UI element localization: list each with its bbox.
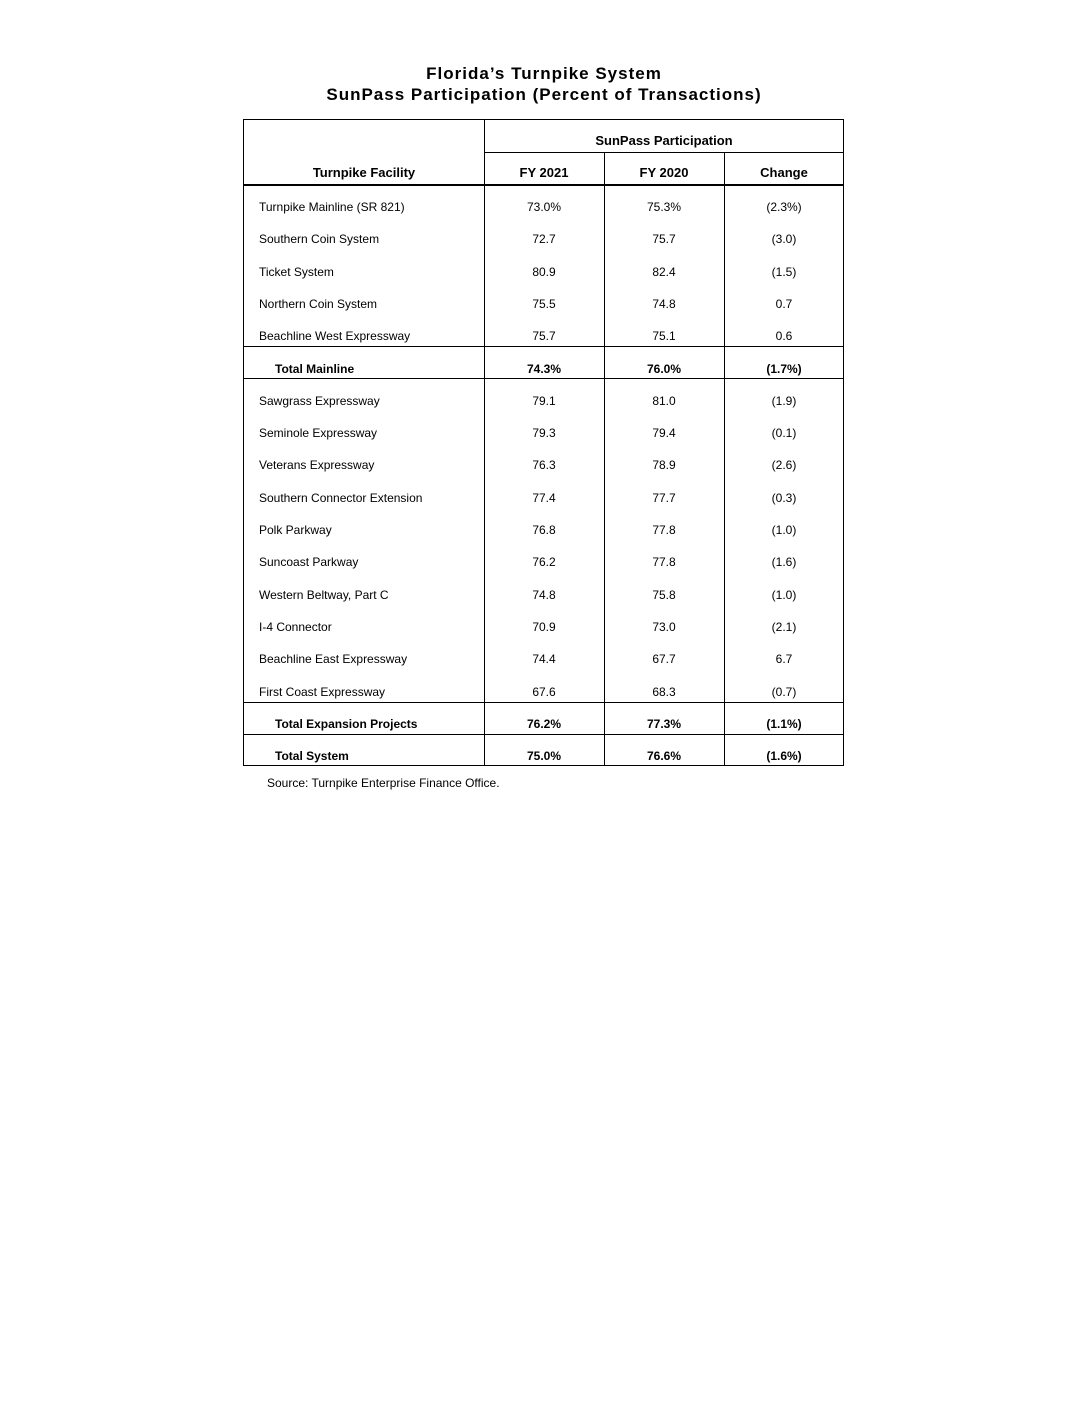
fy2021-cell: 76.8 <box>532 523 556 537</box>
fy2021-cell: 74.4 <box>532 652 556 667</box>
fy2020-cell: 67.7 <box>652 652 676 667</box>
fy2020-cell: 79.4 <box>652 426 676 441</box>
table-title-line2: SunPass Participation (Percent of Transactions) <box>326 85 762 104</box>
facility-cell: Southern Coin System <box>259 232 380 247</box>
header-bottom-divider <box>244 184 843 186</box>
fy2021-cell: 70.9 <box>532 619 556 634</box>
mainline-bottom-divider <box>244 378 843 379</box>
facility-cell: First Coast Expressway <box>259 684 386 699</box>
fy2020-cell: 75.3% <box>646 200 682 214</box>
fy2021-cell: 75.7 <box>532 329 556 344</box>
change-cell: (3.0) <box>771 232 797 247</box>
fy2020-cell: 68.3 <box>652 684 676 699</box>
facility-cell: Total Expansion Projects <box>275 716 418 731</box>
table-title-line1: Florida’s Turnpike System <box>426 64 662 83</box>
facility-cell: Seminole Expressway <box>259 426 378 441</box>
change-cell: (0.7) <box>771 684 797 699</box>
header-group-divider <box>484 152 843 153</box>
change-cell: (1.6) <box>771 555 797 570</box>
facility-cell: Veterans Expressway <box>259 458 375 473</box>
change-cell: (1.0) <box>771 587 797 602</box>
facility-cell: Northern Coin System <box>259 296 378 311</box>
fy2020-cell: 77.3% <box>646 716 682 731</box>
fy2021-cell: 73.0% <box>526 200 562 214</box>
change-cell: (0.3) <box>771 490 797 505</box>
fy2021-cell: 76.2 <box>532 555 556 570</box>
fy2020-cell: 75.7 <box>652 232 676 247</box>
fy2021-cell: 75.5 <box>532 296 556 311</box>
fy2021-cell: 76.2% <box>526 716 562 731</box>
fy2021-cell: 79.1 <box>532 393 556 408</box>
change-cell: (1.0) <box>771 523 797 537</box>
header-change: Change <box>760 165 808 180</box>
facility-cell: Beachline West Expressway <box>259 329 411 344</box>
header-fy2021: FY 2021 <box>519 165 569 180</box>
change-cell: (2.1) <box>771 619 797 634</box>
fy2021-cell: 79.3 <box>532 426 556 441</box>
fy2021-cell: 74.3% <box>526 361 562 376</box>
fy2020-cell: 81.0 <box>652 393 676 408</box>
facility-cell: Sawgrass Expressway <box>259 393 380 408</box>
header-turnpike-facility: Turnpike Facility <box>312 165 416 180</box>
fy2021-cell: 74.8 <box>532 587 556 602</box>
fy2020-cell: 82.4 <box>652 264 676 279</box>
fy2020-cell: 77.7 <box>652 490 676 505</box>
change-cell: (1.5) <box>771 264 797 279</box>
change-cell: 0.6 <box>775 329 793 344</box>
fy2020-cell: 73.0 <box>652 619 676 634</box>
fy2021-cell: 67.6 <box>532 684 556 699</box>
fy2020-cell: 77.8 <box>652 523 676 537</box>
fy2020-cell: 75.8 <box>652 587 676 602</box>
fy2020-cell: 78.9 <box>652 458 676 473</box>
facility-cell: Beachline East Expressway <box>259 652 408 667</box>
fy2021-cell: 72.7 <box>532 232 556 247</box>
change-cell: 0.7 <box>775 296 793 311</box>
fy2020-cell: 76.6% <box>646 749 682 764</box>
expansion-total-top-divider <box>244 702 843 703</box>
fy2020-cell: 76.0% <box>646 361 682 376</box>
fy2021-cell: 80.9 <box>532 264 556 279</box>
mainline-top-divider <box>244 346 843 347</box>
sunpass-table <box>243 119 844 766</box>
facility-cell: Polk Parkway <box>259 523 332 537</box>
header-sunpass-participation: SunPass Participation <box>595 133 733 148</box>
fy2021-cell: 77.4 <box>532 490 556 505</box>
fy2021-cell: 76.3 <box>532 458 556 473</box>
fy2020-cell: 77.8 <box>652 555 676 570</box>
facility-cell: Suncoast Parkway <box>259 555 359 570</box>
col-divider-1 <box>484 120 485 765</box>
fy2021-cell: 75.0% <box>526 749 562 764</box>
change-cell: (0.1) <box>771 426 797 441</box>
facility-cell: Total System <box>275 749 349 764</box>
facility-cell: Total Mainline <box>275 361 355 376</box>
change-cell: (1.7%) <box>766 361 802 376</box>
change-cell: (1.1%) <box>766 716 802 731</box>
facility-cell: I-4 Connector <box>259 619 332 634</box>
change-cell: 6.7 <box>775 652 793 667</box>
facility-cell: Ticket System <box>259 264 334 279</box>
facility-cell: Turnpike Mainline (SR 821) <box>259 200 405 214</box>
facility-cell: Western Beltway, Part C <box>259 587 389 602</box>
system-total-top-divider <box>244 734 843 735</box>
change-cell: (2.6) <box>771 458 797 473</box>
fy2020-cell: 75.1 <box>652 329 676 344</box>
source-note: Source: Turnpike Enterprise Finance Office. <box>267 776 500 790</box>
facility-cell: Southern Connector Extension <box>259 490 423 505</box>
change-cell: (2.3%) <box>766 200 802 214</box>
fy2020-cell: 74.8 <box>652 296 676 311</box>
change-cell: (1.6%) <box>766 749 802 764</box>
change-cell: (1.9) <box>771 393 797 408</box>
header-fy2020: FY 2020 <box>639 165 689 180</box>
